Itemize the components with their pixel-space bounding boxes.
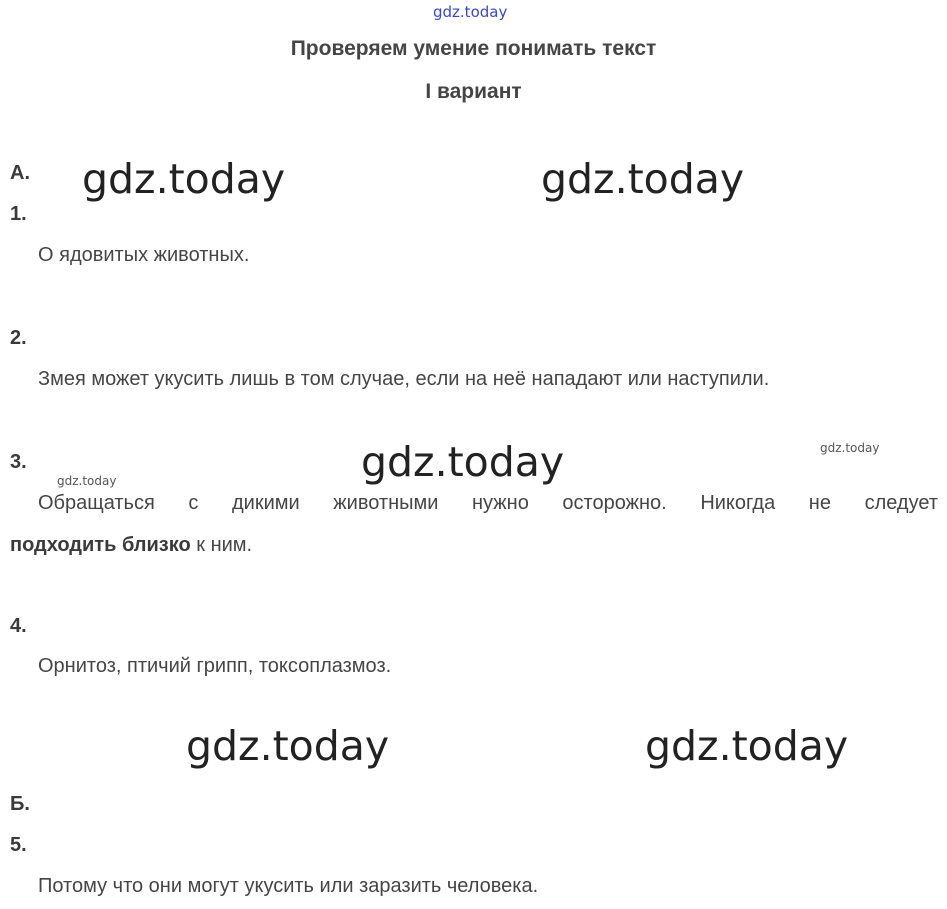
answer-tail: к ним.: [190, 534, 253, 556]
watermark-big: gdz.today: [541, 155, 745, 203]
watermark-small: gdz.today: [57, 474, 117, 488]
watermark-big: gdz.today: [82, 155, 286, 203]
answer-text: О ядовитых животных.: [38, 244, 250, 266]
question-number: 1.: [10, 203, 27, 225]
watermark-big: gdz.today: [361, 438, 565, 486]
question-number: 4.: [10, 615, 27, 637]
question-number: 3.: [10, 451, 27, 473]
variant-heading: I вариант: [425, 80, 522, 103]
answer-text: Змея может укусить лишь в том случае, если на неё нападают или наступили.: [38, 368, 770, 390]
bold-phrase: подходить близко: [10, 534, 191, 556]
watermark-big: gdz.today: [645, 722, 849, 770]
answer-text: Орнитоз, птичий грипп, токсоплазмоз.: [38, 655, 392, 677]
question-number: 5.: [10, 834, 27, 856]
question-number: 2.: [10, 327, 27, 349]
watermark-top: gdz.today: [433, 3, 508, 21]
answer-text-continued: [10, 534, 252, 557]
section-a-label: А.: [10, 162, 30, 184]
answer-text: Потому что они могут укусить или заразить человека.: [38, 875, 539, 897]
answer-text: Обращаться с дикими животными нужно осторожно. Никогда не следует: [38, 492, 938, 514]
watermark-small: gdz.today: [820, 441, 880, 455]
watermark-big: gdz.today: [186, 722, 390, 770]
page-title: Проверяем умение понимать текст: [290, 37, 657, 60]
section-b-label: Б.: [10, 793, 30, 815]
